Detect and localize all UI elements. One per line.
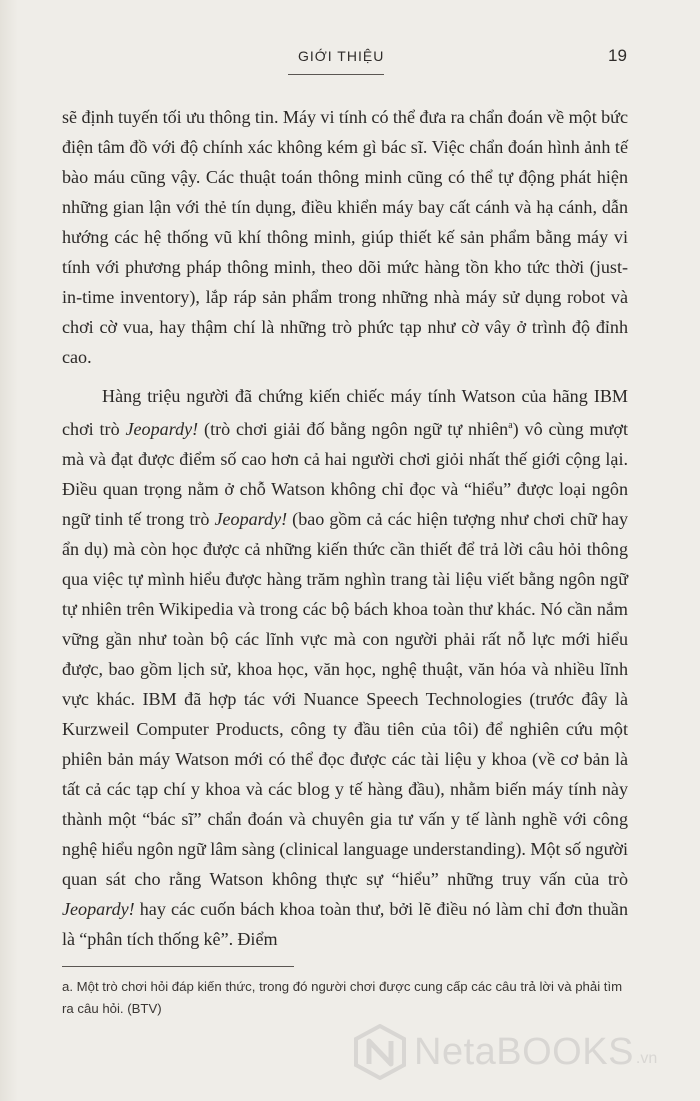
netabooks-logo-icon [352, 1024, 408, 1080]
italic-title-jeopardy: Jeopardy! [125, 419, 199, 440]
watermark-suffix: .vn [635, 1050, 658, 1067]
paragraph-2-part-3: ) vô cùng mượt mà và đạt được điểm số cao hơn cả hai người chơi giỏi nhất thế giới cộng lại. Điều quan trọng nằm ở chỗ Watson không chỉ đọc và “hiểu” được loại ngôn ngữ tinh tế trong trò [62, 419, 629, 530]
page-number: 19 [608, 46, 627, 65]
watermark [352, 1024, 657, 1080]
italic-title-jeopardy: Jeopardy! [62, 899, 135, 920]
paragraph-2-part-2: (trò chơi giải đố bằng ngôn ngữ tự nhiên [198, 419, 509, 440]
running-head-title: GIỚI THIỆU [298, 48, 385, 64]
page-binding-shadow [0, 0, 18, 1101]
body-text [62, 102, 628, 954]
paragraph-2 [62, 381, 628, 954]
footnote-reference: a [508, 420, 513, 431]
footnote: a. Một trò chơi hỏi đáp kiến thức, trong đó người chơi được cung cấp các câu trả lời và phải tìm ra câu hỏi. (BTV) [62, 979, 623, 1016]
paragraph-2-part-1: Hàng triệu người đã chứng kiến chiếc máy tính Watson của hãng IBM chơi trò [62, 386, 628, 440]
header-rule [288, 74, 384, 75]
footnote-rule [62, 966, 294, 967]
paragraph-2-part-4: (bao gồm cả các hiện tượng như chơi chữ hay ẩn dụ) mà còn học được cả những kiến thức cần thiết để trả lời câu hỏi thông qua việc tự mình hiểu được hàng trăm nghìn trang tài liệu viết bằng ngôn ngữ tự nhiên trên Wikipedia và trong các bộ bách khoa toàn thư khác. Nó cần nắm vững gần như toàn bộ các lĩnh vực mà con người phải rất nỗ lực mới hiểu được, bao gồm lịch sử, khoa học, văn học, nghệ thuật, văn hóa và nhiều lĩnh vực khác. IBM đã hợp tác với Nuance Speech Technologies (trước đây là Kurzweil Computer Products, công ty đầu tiên của tôi) để nghiên cứu một phiên bản máy Watson mới có thể đọc được các tài liệu y khoa (về cơ bản là tất cả các tạp chí y khoa và các blog y tế hàng đầu), nhằm biến máy tính này thành một “bác sĩ” chẩn đoán và chuyên gia tư vấn y tế lành nghề với công nghệ hiểu ngôn ngữ lâm sàng (clinical language understanding). Một số người quan sát cho rằng Watson không thực sự “hiểu” những truy vấn của trò [62, 509, 628, 890]
italic-title-jeopardy: Jeopardy! [214, 509, 288, 530]
watermark-brand: NetaBOOKS [414, 1030, 634, 1073]
paragraph-2-part-5: hay các cuốn bách khoa toàn thư, bởi lẽ điều nó làm chỉ đơn thuần là “phân tích thống kê”. Điểm [62, 899, 628, 950]
paragraph-1: sẽ định tuyến tối ưu thông tin. Máy vi tính có thể đưa ra chẩn đoán về một bức điện tâm đồ với độ chính xác không kém gì bác sĩ. Việc chẩn đoán hình ảnh tế bào máu cũng vậy. Các thuật toán thông minh cũng có thể tự động phát hiện những gian lận với thẻ tín dụng, điều khiển máy bay cất cánh và hạ cánh, dẫn hướng các hệ thống vũ khí thông minh, giúp thiết kế sản phẩm bằng máy vi tính với phương pháp thông minh, theo dõi mức hàng tồn kho tức thời (just-in-time inventory), lắp ráp sản phẩm trong những nhà máy sử dụng robot và chơi cờ vua, hay thậm chí là những trò phức tạp như cờ vây ở trình độ đỉnh cao. [62, 107, 628, 367]
